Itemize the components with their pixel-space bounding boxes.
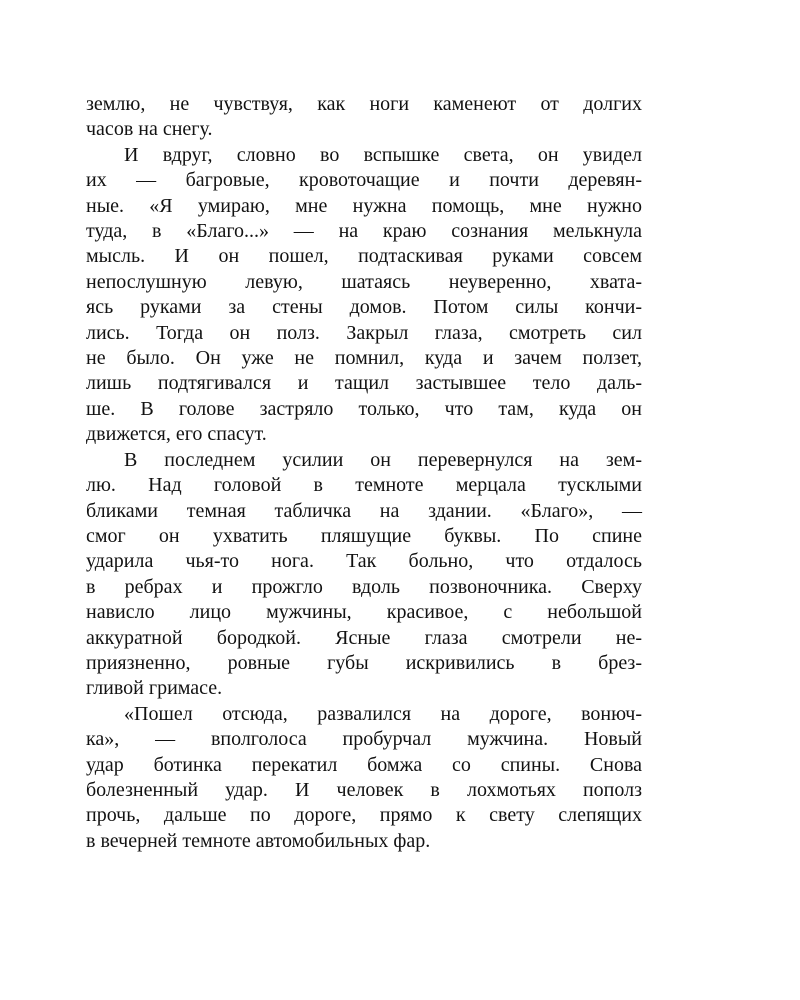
text-line: ка», — вполголоса пробурчал мужчина. Новый [86, 728, 642, 751]
text-line: ударила чья-то нога. Так больно, что отдалось [86, 550, 642, 573]
text-line: их — багровые, кровоточащие и почти деревян- [86, 169, 642, 192]
text-line: ные. «Я умираю, мне нужна помощь, мне нужно [86, 194, 642, 217]
text-line: не было. Он уже не помнил, куда и зачем ползет, [86, 347, 642, 370]
text-line: приязненно, ровные губы искривились в брез- [86, 651, 642, 674]
text-line: часов на снегу. [86, 118, 213, 141]
text-line: лишь подтягивался и тащил застывшее тело даль- [86, 372, 642, 395]
text-line: лю. Над головой в темноте мерцала тусклыми [86, 474, 642, 497]
text-line: в вечерней темноте автомобильных фар. [86, 829, 431, 852]
text-line: аккуратной бородкой. Ясные глаза смотрели не- [86, 626, 642, 649]
text-line: ше. В голове застряло только, что там, куда он [86, 397, 642, 420]
text-line: «Пошел отсюда, развалился на дороге, вонюч- [124, 702, 642, 725]
text-line: ясь руками за стены домов. Потом силы кончи- [86, 296, 642, 319]
text-line: И вдруг, словно во вспышке света, он увидел [124, 143, 642, 166]
text-line: смог он ухватить пляшущие буквы. По спине [86, 524, 642, 547]
text-line: туда, в «Благо...» — на краю сознания мелькнула [86, 220, 642, 243]
text-line: удар ботинка перекатил бомжа со спины. Снова [86, 753, 642, 776]
text-line: бликами темная табличка на здании. «Благо», — [86, 499, 642, 522]
text-line: непослушную левую, шатаясь неуверенно, хвата- [86, 270, 642, 293]
text-line: движется, его спасут. [86, 423, 267, 446]
text-line: нависло лицо мужчины, красивое, с небольшой [86, 601, 642, 624]
text-line: гливой гримасе. [86, 677, 223, 700]
text-line: землю, не чувствуя, как ноги каменеют от долгих [86, 93, 642, 115]
text-line: лись. Тогда он полз. Закрыл глаза, смотреть сил [86, 321, 642, 344]
text-line: прочь, дальше по дороге, прямо к свету слепящих [86, 804, 642, 827]
page-text-block [86, 92, 642, 854]
text-line: в ребрах и прожгло вдоль позвоночника. Сверху [86, 575, 642, 598]
text-line: болезненный удар. И человек в лохмотьях пополз [86, 778, 642, 801]
text-line: мысль. И он пошел, подтаскивая руками совсем [86, 245, 642, 268]
text-line: В последнем усилии он перевернулся на зем- [124, 448, 642, 471]
